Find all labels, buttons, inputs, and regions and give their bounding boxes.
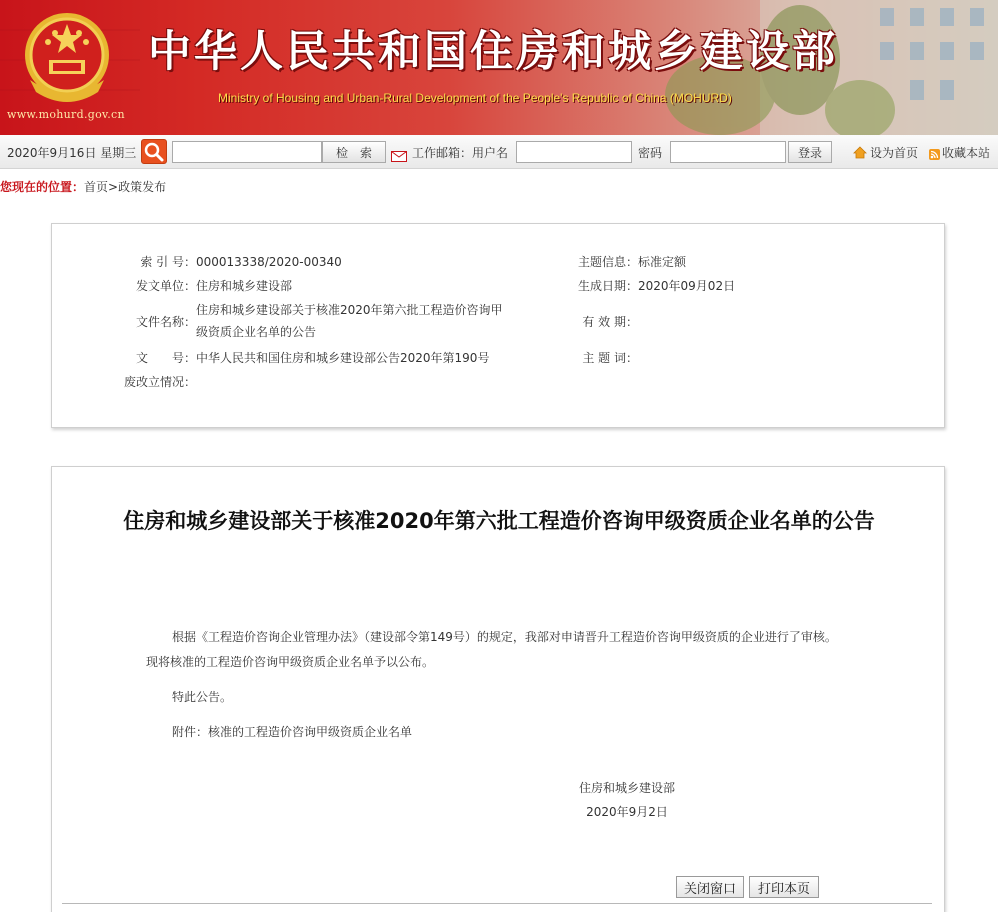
breadcrumb-separator: >: [108, 180, 119, 194]
index-value: 000013338/2020-00340: [196, 255, 342, 269]
top-toolbar: [0, 135, 998, 169]
rss-bookmark-icon[interactable]: [929, 145, 940, 164]
article-paragraph: 根据《工程造价咨询企业管理办法》（建设部令第149号）的规定，我部对申请晋升工程造价咨询甲级资质的企业进行了审核。现将核准的工程造价咨询甲级资质企业名单予以公布。: [146, 630, 837, 669]
issuer-label: 发文单位：: [135, 279, 196, 293]
date-label: 生成日期：: [577, 279, 638, 293]
breadcrumb-label: 您现在的位置：: [0, 180, 85, 194]
password-input[interactable]: [670, 141, 786, 163]
article-title: 住房和城乡建设部关于核准2020年第六批工程造价咨询甲级资质企业名单的公告: [123, 509, 875, 533]
search-button[interactable]: 检 索: [322, 141, 386, 163]
login-button[interactable]: 登录: [788, 141, 832, 163]
breadcrumb-policy[interactable]: 政策发布: [118, 180, 167, 194]
site-subtitle: Ministry of Housing and Urban-Rural Development of the People's Republic of China (MOHURD): [218, 91, 732, 105]
close-window-button[interactable]: 关闭窗口: [676, 876, 744, 898]
site-title: 中华人民共和国住房和城乡建设部: [148, 28, 838, 76]
docname-value: 住房和城乡建设部关于核准2020年第六批工程造价咨询甲级资质企业名单的公告: [196, 303, 503, 339]
mail-icon: [391, 147, 407, 166]
bookmark-site-link[interactable]: 收藏本站: [942, 146, 991, 160]
national-emblem-icon: [25, 13, 109, 102]
site-url: www.mohurd.gov.cn: [7, 108, 125, 121]
site-banner: [0, 0, 998, 135]
password-label: 密码: [638, 146, 663, 160]
issuer-value: 住房和城乡建设部: [196, 279, 293, 293]
set-homepage-link[interactable]: 设为首页: [870, 146, 919, 160]
print-page-button[interactable]: 打印本页: [749, 876, 819, 898]
document-meta-box: [51, 223, 945, 428]
status-label: 废改立情况：: [123, 375, 196, 389]
current-date: 2020年9月16日 星期三: [7, 146, 137, 160]
docno-value: 中华人民共和国住房和城乡建设部公告2020年第190号: [196, 351, 490, 365]
article-box: [51, 466, 945, 912]
mail-username-label: 工作邮箱：用户名: [412, 146, 509, 160]
breadcrumb-home[interactable]: 首页: [84, 180, 109, 194]
signer: 住房和城乡建设部: [579, 781, 676, 795]
docname-label: 文件名称：: [135, 315, 196, 329]
docno-label: 文 号：: [135, 351, 196, 365]
signature-block: [579, 776, 675, 824]
article-paragraph: 特此公告。: [172, 690, 233, 704]
home-icon[interactable]: [853, 144, 867, 163]
sign-date: 2020年9月2日: [586, 805, 668, 819]
date-value: 2020年09月02日: [638, 279, 736, 293]
topic-value: 标准定额: [638, 255, 687, 269]
breadcrumb: [0, 178, 166, 195]
keywords-label: 主 题 词：: [582, 351, 638, 365]
search-icon[interactable]: [141, 139, 167, 164]
validity-label: 有 效 期：: [582, 315, 638, 329]
divider: [62, 903, 932, 904]
username-input[interactable]: [516, 141, 632, 163]
index-label: 索 引 号：: [140, 255, 196, 269]
topic-label: 主题信息：: [577, 255, 638, 269]
attachment-line: 附件：核准的工程造价咨询甲级资质企业名单: [172, 725, 413, 739]
search-input[interactable]: [172, 141, 322, 163]
article-body: [146, 625, 846, 745]
